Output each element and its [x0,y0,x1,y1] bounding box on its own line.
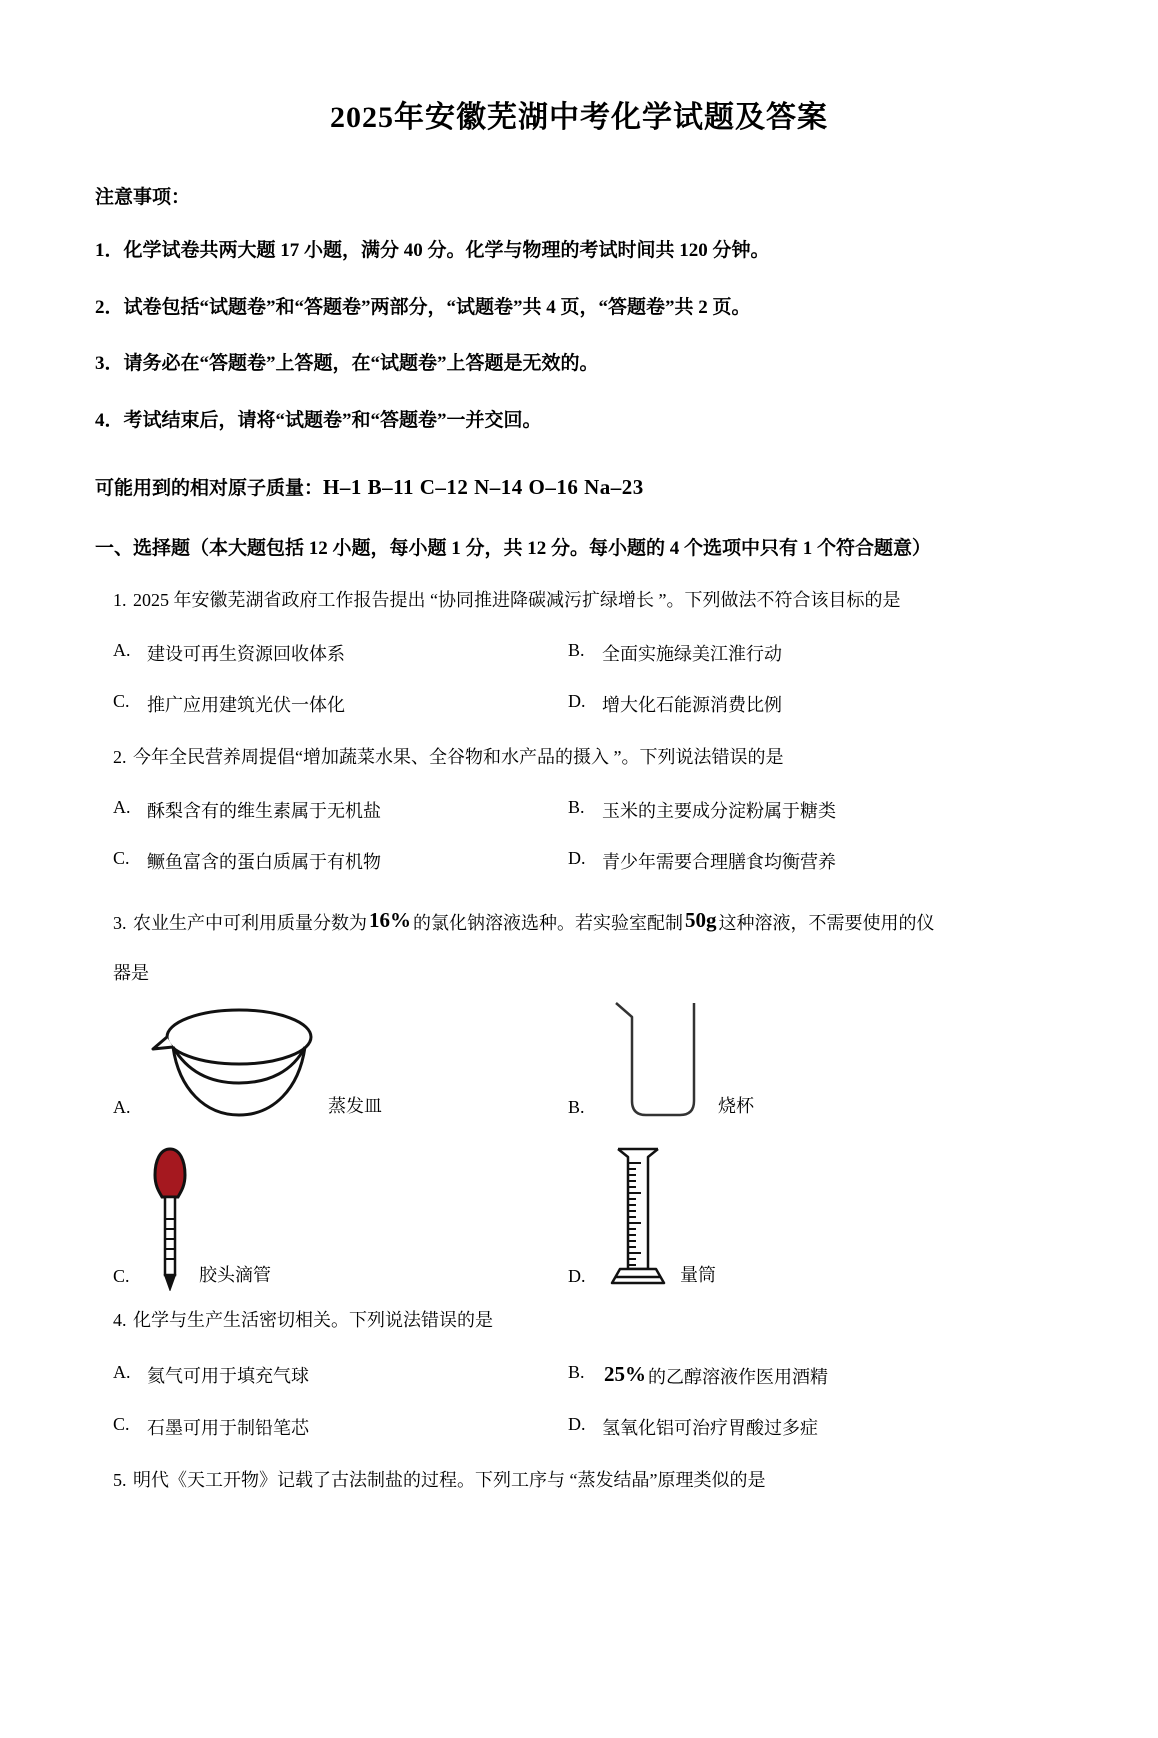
solution-mass-value: 50g [685,907,717,932]
option-letter: A. [113,796,131,817]
option-b[interactable] [568,1362,1065,1389]
option-c[interactable] [113,848,568,874]
notice-item: 3．请务必在“答题卷”上答题，在“试题卷”上答题是无效的。 [95,353,599,374]
beaker-icon [602,992,712,1122]
option-text: 的乙醇溶液作医用酒精 [648,1367,828,1388]
question-text-part2: 的氯化钠溶液选种。若实验室配制 [413,912,683,933]
option-letter: C. [113,1414,130,1435]
rubber-dropper-icon [147,1136,193,1291]
question-text: 今年全民营养周提倡“增加蔬菜水果、全谷物和水产品的摄入 ”。下列说法错误的是 [133,746,784,767]
question-number: 4. [113,1309,127,1330]
apparatus-label: 蒸发皿 [328,1095,382,1116]
question-text: 2025 年安徽芜湖省政府工作报告提出 “协同推进降碳减污扩绿增长 ”。下列做法不符合该目标的是 [133,590,901,610]
apparatus-row-top [95,992,1065,1122]
notice-item: 4．考试结束后，请将“试题卷”和“答题卷”一并交回。 [95,409,542,431]
option-letter: D. [568,690,586,711]
question-text-part1: 农业生产中可利用质量分数为 [133,912,367,933]
option-b[interactable] [568,797,1065,823]
option-row [95,848,1065,874]
option-letter: D. [568,1265,586,1286]
apparatus-label: 烧杯 [718,1095,754,1116]
exam-page [0,100,1158,1738]
option-letter: A. [113,1096,131,1117]
option-row [95,1362,1065,1389]
option-a[interactable] [113,797,568,823]
question-text: 明代《天工开物》记载了古法制盐的过程。下列工序与 “蒸发结晶”原理类似的是 [133,1470,766,1491]
option-letter: B. [568,796,585,817]
option-letter: D. [568,1414,586,1435]
apparatus-label: 量筒 [680,1264,716,1285]
option-row [95,797,1065,823]
apparatus-option-a[interactable] [113,992,568,1122]
option-letter: C. [113,1265,130,1286]
atomic-mass-values: H–1 B–11 C–12 N–14 O–16 Na–23 [323,475,644,499]
question-text: 化学与生产生活密切相关。下列说法错误的是 [133,1309,493,1330]
apparatus-option-c[interactable] [113,1136,568,1291]
option-letter: C. [113,690,130,711]
notice-heading: 注意事项： [95,187,191,208]
question-number: 3. [113,912,127,933]
option-letter: D. [568,847,586,868]
option-text: 玉米的主要成分淀粉属于糖类 [602,800,836,821]
mass-fraction-value: 16% [369,907,411,932]
option-b[interactable] [568,640,1065,666]
option-text: 酥梨含有的维生素属于无机盐 [147,800,381,821]
option-c[interactable] [113,691,568,717]
option-letter: A. [113,1362,131,1383]
option-letter: A. [113,639,131,660]
section-heading: 一、选择题（本大题包括 12 小题，每小题 1 分，共 12 分。每小题的 4 个选项中只有 1 个符合题意） [95,538,932,559]
option-c[interactable] [113,1414,568,1440]
option-text: 鳜鱼富含的蛋白质属于有机物 [147,851,381,872]
apparatus-option-b[interactable] [568,992,1065,1122]
option-row [95,1414,1065,1440]
option-text: 青少年需要合理膳食均衡营养 [602,851,836,872]
option-d[interactable] [568,848,1065,874]
option-text: 建设可再生资源回收体系 [147,643,345,664]
ethanol-concentration-value: 25% [604,1362,646,1387]
question-stem [95,587,1065,615]
page-title: 2025年安徽芜湖中考化学试题及答案 [330,101,828,134]
question-stem [95,744,1065,772]
option-text: 推广应用建筑光伏一体化 [147,694,345,715]
apparatus-row-bottom [95,1136,1065,1291]
question-stem [95,904,1065,938]
option-text: 石墨可用于制铅笔芯 [147,1418,309,1439]
option-text: 氦气可用于填充气球 [147,1366,309,1387]
notice-item: 2．试卷包括“试题卷”和“答题卷”两部分，“试题卷”共 4 页，“答题卷”共 2 页。 [95,296,751,318]
graduated-cylinder-icon [602,1136,674,1291]
option-row [95,640,1065,666]
option-letter: C. [113,847,130,868]
question-number: 2. [113,746,127,767]
question-number: 5. [113,1470,127,1491]
apparatus-option-d[interactable] [568,1136,1065,1291]
option-row [95,691,1065,717]
apparatus-label: 胶头滴管 [199,1264,271,1285]
question-stem [95,1467,1065,1495]
option-a[interactable] [113,1362,568,1389]
atomic-mass-line [95,473,1065,500]
option-letter: B. [568,1096,585,1117]
option-letter: B. [568,1362,585,1383]
option-a[interactable] [113,640,568,666]
document-body [93,182,1065,1495]
option-text: 全面实施绿美江淮行动 [602,643,782,664]
question-text-part3: 这种溶液，不需要使用的仪 [718,912,935,933]
option-letter: B. [568,639,585,660]
option-d[interactable] [568,1414,1065,1440]
question-number: 1. [113,590,127,610]
option-d[interactable] [568,691,1065,717]
notice-item: 1．化学试卷共两大题 17 小题，满分 40 分。化学与物理的考试时间共 120 分钟。 [95,240,770,261]
question-text-wrap: 器是 [113,962,149,983]
option-text: 氢氧化铝可治疗胃酸过多症 [602,1418,818,1439]
evaporating-dish-icon [147,992,322,1122]
question-stem [95,1307,1065,1335]
option-text: 增大化石能源消费比例 [602,694,782,715]
atomic-mass-label: 可能用到的相对原子质量： [95,478,324,499]
